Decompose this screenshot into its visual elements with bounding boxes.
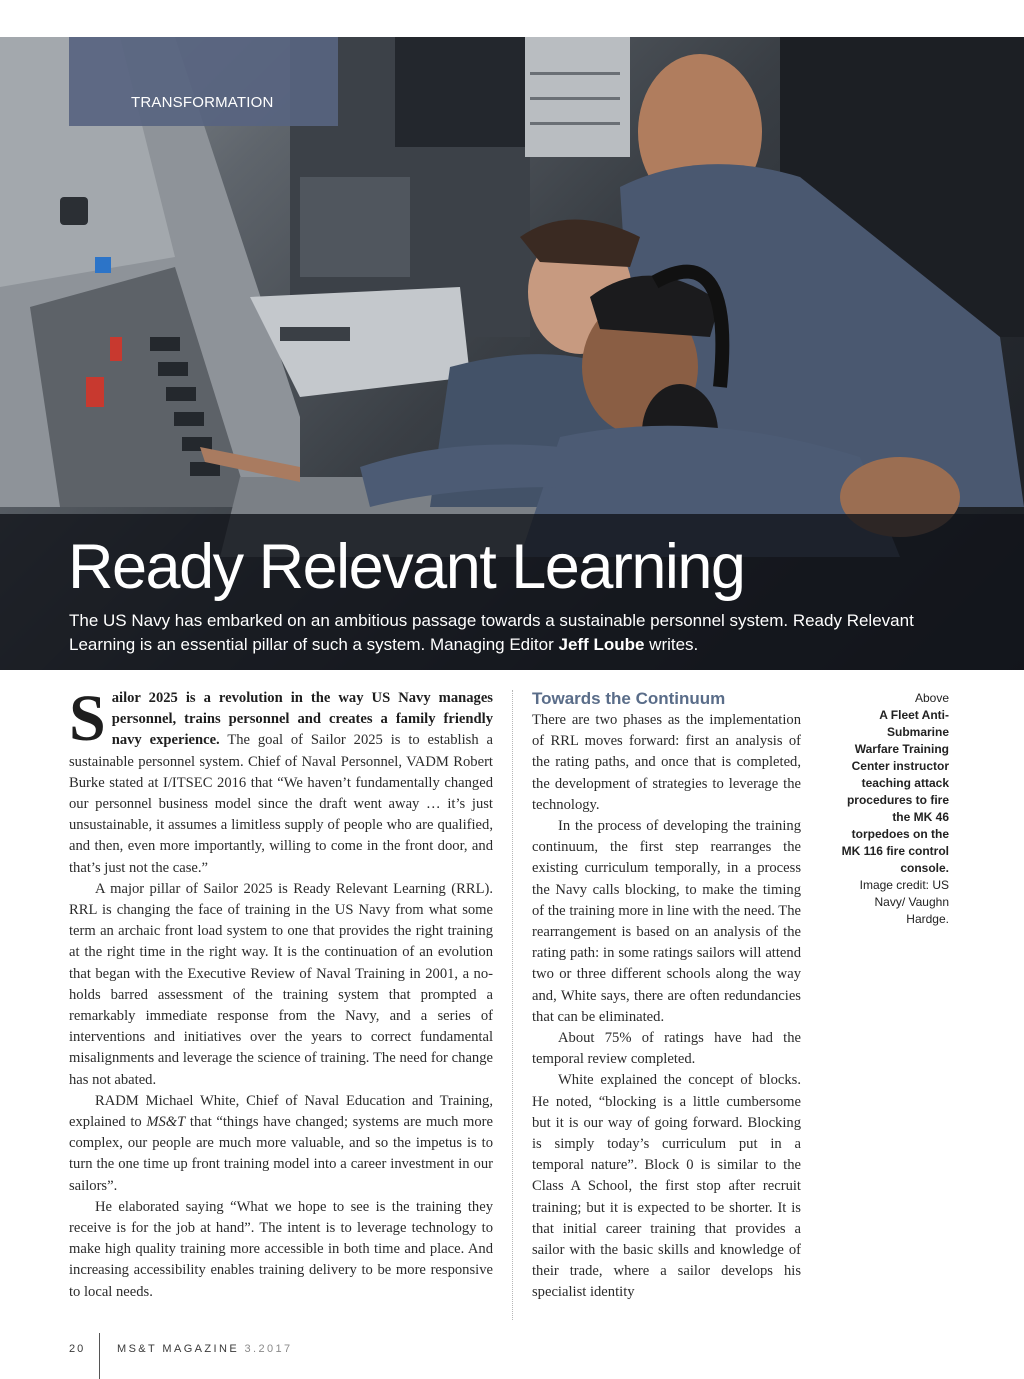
paragraph-8: White explained the concept of blocks. He noted, “blocking is a little cumbersome but it is our way of going forward. Blocking is simply today’s curriculum put in a temporal nature”. Block 0 is similar to the Class A School, the first stop after recruit training; but it is expected to be shorter. It is that initial career training that provides a sailor with the basic skills and knowledge of their trade, where a sailor develops his specialist identity [532,1072,801,1301]
author-name: Jeff Loube [558,635,645,654]
lead-in: ailor 2025 is a revolution in the way US Navy manages personnel, trains personnel and creates a family friendly navy experience. [111,690,493,749]
standfirst-end: writes. [644,635,699,654]
paragraph-3-text: RADM Michael White, Chief of Naval Education and Training, explained to [69,1092,493,1131]
footer-divider [99,1333,100,1379]
caption-text: A Fleet Anti-Submarine Warfare Training Center instructor teaching attack procedures to fire the MK 46 torpedoes on the MK 116 fire control console. [841,708,949,875]
article-title: Ready Relevant Learning [68,532,745,602]
photo-caption [840,690,949,928]
section-tab [69,37,338,126]
body-column-1 [69,682,493,1303]
drop-cap: S [69,682,106,755]
paragraph-3-text-end: that “things have changed; systems are much more complex, our people are much more valuable, and so the impetus is to turn the one time up front training model into a career investment in our sailors”. [69,1114,493,1194]
caption-credit: Image credit: US Navy/ Vaughn Hardge. [859,878,949,926]
caption-label: Above [914,691,949,705]
paragraph-2: A major pillar of Sailor 2025 is Ready Relevant Learning (RRL). RRL is changing the face of training in the US Navy from what some term an archaic front load system to one that provides the right training at the right time in the right way. It is the continuation of an evolution that began with the Executive Review of Naval Training in 2001, a no-holds barred assessment of the training system that prompted a remarkably immediate response from the Navy, and a series of interventions and initiatives over the years to correct fundamental misalignments and leverage the science of training. The need for change has not abated. [69,880,493,1088]
column-divider [512,690,513,1320]
article-standfirst [69,609,969,657]
section-label: TRANSFORMATION [131,94,274,111]
issue-date: 3.2017 [244,1343,293,1355]
magazine-title: MS&T MAGAZINE [117,1343,245,1355]
paragraph-1-text: The goal of Sailor 2025 is to establish a sustainable personnel system. Chief of Naval Personnel, VADM Robert Burke stated at I/ITSEC 2016 that “We haven’t fundamentally changed our personnel business model since the draft went away … it’s just unsustainable, it assumes a limitless supply of people who are qualified, and then, even more importantly, willing to come in the front door, and that’s just not the case.” [69,732,493,876]
paragraph-6: In the process of developing the training continuum, the first step rearranges the existing curriculum temporally, in a process the Navy calls blocking, to make the timing of the training more in line with the need. The rearrangement is based on an analysis of the rating path: in some ratings sailors will attend two or three different schools along the way and, White says, there are often redundancies that can be eliminated. [532,818,801,1025]
page-number: 20 [69,1343,86,1355]
paragraph-7: About 75% of ratings have had the temporal review completed. [532,1030,801,1068]
subheading: Towards the Continuum [532,689,726,708]
body-column-2 [532,688,801,1304]
paragraph-5: There are two phases as the implementation of RRL moves forward: first an analysis of the rating paths, and once that is completed, the development of strategies to leverage the technology. [532,712,801,813]
standfirst-text: The US Navy has embarked on an ambitious passage towards a sustainable personnel system. Ready Relevant Learning is an essential pillar of such a system. Managing Editor [69,611,914,654]
magazine-name: MS&T [146,1114,186,1131]
paragraph-1 [69,682,493,879]
paragraph-3 [69,1091,493,1197]
footer-magazine [117,1343,293,1355]
paragraph-4: He elaborated saying “What we hope to see is the training they receive is for the job at hand”. The intent is to leverage technology to make high quality training more accessible in both time and place. And increasing accessibility enables training delivery to be more responsive to local needs. [69,1198,493,1300]
